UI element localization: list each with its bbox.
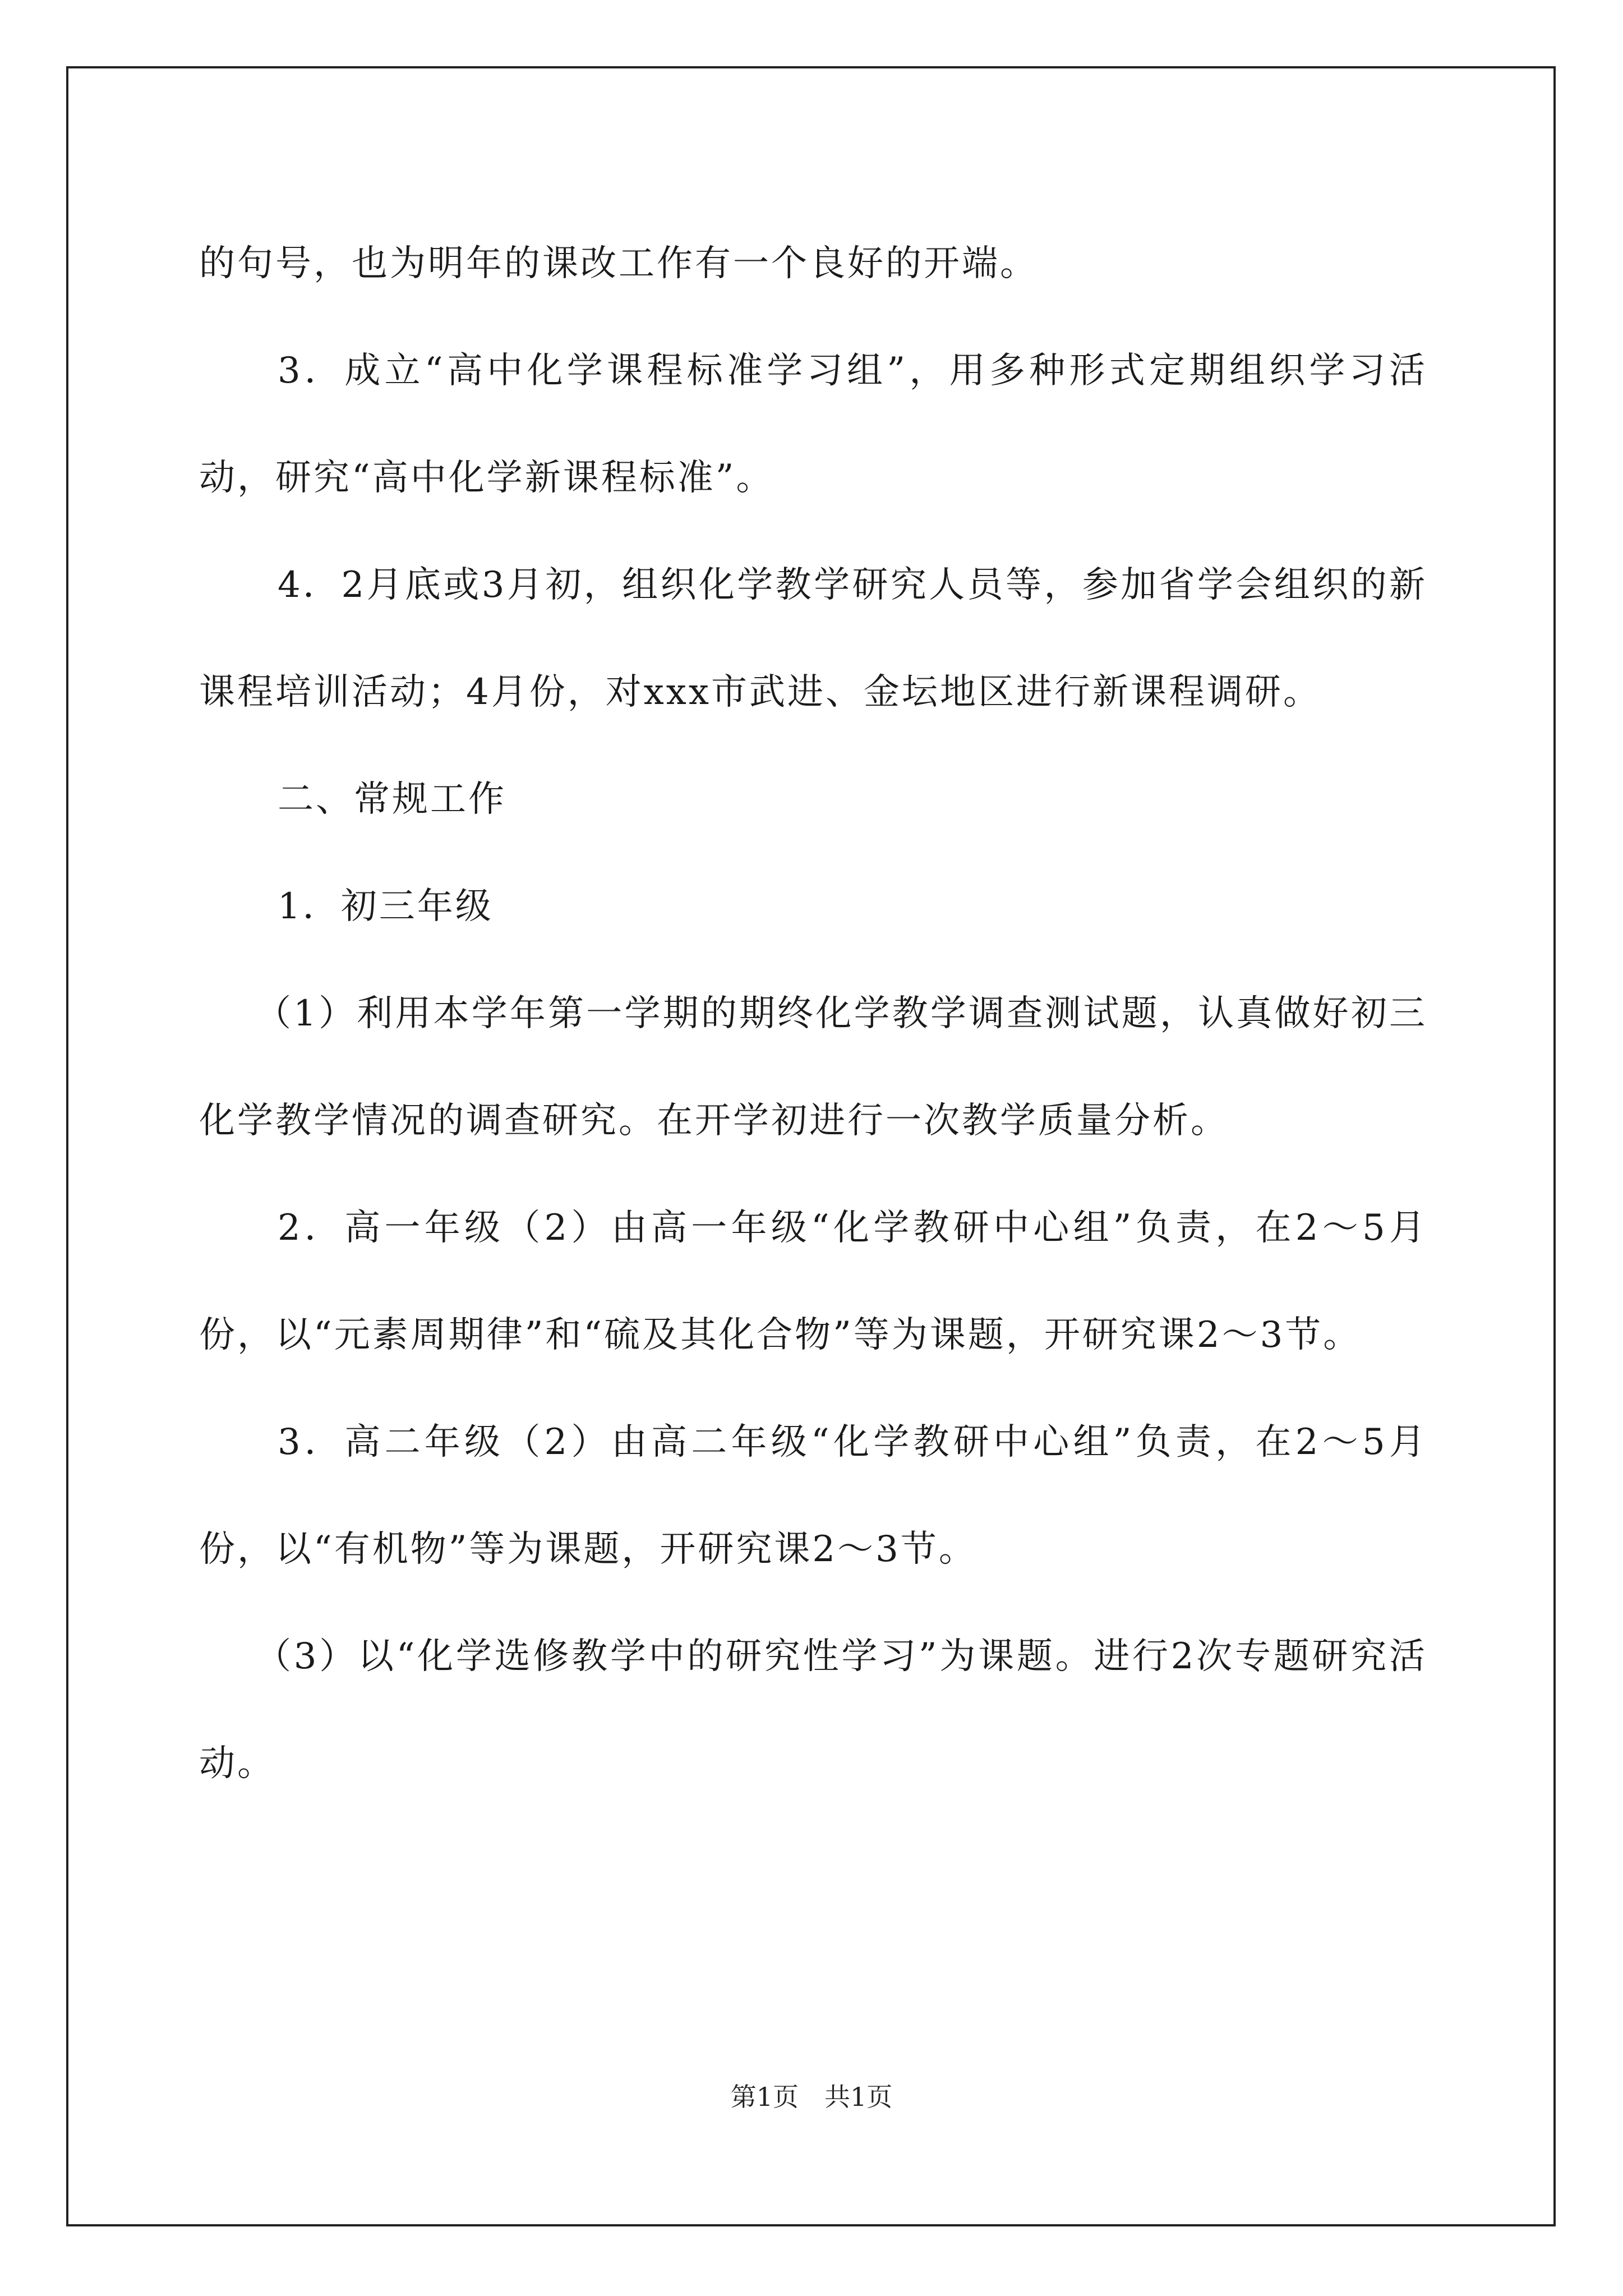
section-heading-routine-work: 二、常规工作 [278, 779, 506, 820]
page-number-footer: 第1页 共1页 [730, 2082, 893, 2112]
paragraph-grade-10: 2．高一年级（2）由高一年级“化学教研中心组”负责，在2～5月份，以“元素周期律”和“硫及其化合物”等为课题，开研究课2～3节。 [199, 1207, 1427, 1356]
paragraph-grade-11: 3．高二年级（2）由高二年级“化学教研中心组”负责，在2～5月份，以“有机物”等为课题，开研究课2～3节。 [199, 1421, 1427, 1570]
subheading-grade-9: 1．初三年级 [278, 886, 494, 927]
paragraph-item-4: 4．2月底或3月初，组织化学教学研究人员等，参加省学会组织的新课程培训活动；4月份，对xxx市武进、金坛地区进行新课程调研。 [199, 564, 1427, 713]
paragraph-grade-11-item-3: （3）以“化学选修教学中的研究性学习”为课题。进行2次专题研究活动。 [199, 1636, 1427, 1784]
paragraph-continuation: 的句号，也为明年的课改工作有一个良好的开端。 [199, 243, 1038, 284]
paragraph-item-3: 3．成立“高中化学课程标准学习组”，用多种形式定期组织学习活动，研究“高中化学新课程标准”。 [199, 350, 1427, 499]
paragraph-grade-9-item-1: （1）利用本学年第一学期的期终化学教学调查测试题，认真做好初三化学教学情况的调查研究。在开学初进行一次教学质量分析。 [199, 993, 1427, 1142]
document-body [199, 210, 1427, 1818]
